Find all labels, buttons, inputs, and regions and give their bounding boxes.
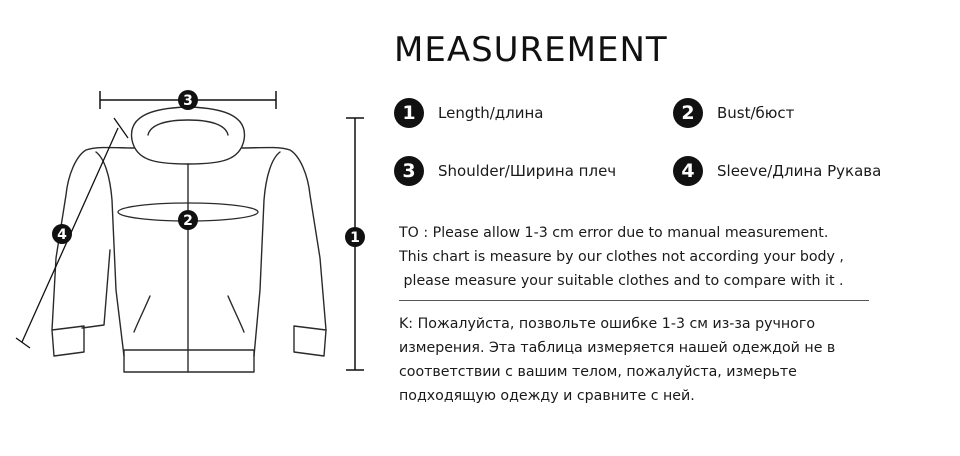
note-line: please measure your suitable clothes and to compare with it . <box>399 273 844 289</box>
legend-item-bust <box>673 98 794 128</box>
body-right <box>242 148 326 331</box>
legend-label: Shoulder/Ширина плеч <box>438 162 617 180</box>
page-title: MEASUREMENT <box>394 30 668 70</box>
note-line: This chart is measure by our clothes not according your body , <box>399 249 844 265</box>
legend-label: Bust/бюст <box>717 104 795 122</box>
legend-item-sleeve <box>673 156 881 186</box>
number-badge: 3 <box>394 156 424 186</box>
right-cuff <box>294 326 326 356</box>
note-line: TO : Please allow 1-3 cm error due to manual measurement. <box>399 225 829 241</box>
legend-label: Length/длина <box>438 104 544 122</box>
marker-1 <box>345 227 365 247</box>
legend-label: Sleeve/Длина Рукава <box>717 162 882 180</box>
svg-text:2: 2 <box>183 213 193 229</box>
note-russian <box>399 312 879 408</box>
number-badge: 4 <box>673 156 703 186</box>
legend-item-shoulder <box>394 156 616 186</box>
marker-3 <box>178 90 198 110</box>
left-cuff <box>52 326 84 356</box>
marker-4 <box>52 224 72 244</box>
right-pocket <box>228 296 244 332</box>
hood-inner <box>148 120 228 135</box>
hem-band <box>124 350 254 372</box>
note-english <box>399 221 879 293</box>
note-line: K: Пожалуйста, позвольте ошибке 1-3 см из-за ручного <box>399 316 815 332</box>
note-line: измерения. Эта таблица измеряется нашей одеждой не в <box>399 340 836 356</box>
number-badge: 2 <box>673 98 703 128</box>
divider <box>399 300 869 301</box>
svg-text:1: 1 <box>350 230 360 246</box>
hoodie-diagram <box>0 0 390 400</box>
marker-2 <box>178 210 198 230</box>
legend-item-length <box>394 98 544 128</box>
svg-text:4: 4 <box>57 227 67 243</box>
note-line: соответствии с вашим телом, пожалуйста, измерьте <box>399 364 797 380</box>
note-line: подходящую одежду и сравните с ней. <box>399 388 695 404</box>
svg-text:3: 3 <box>183 93 193 109</box>
number-badge: 1 <box>394 98 424 128</box>
left-pocket <box>134 296 150 332</box>
